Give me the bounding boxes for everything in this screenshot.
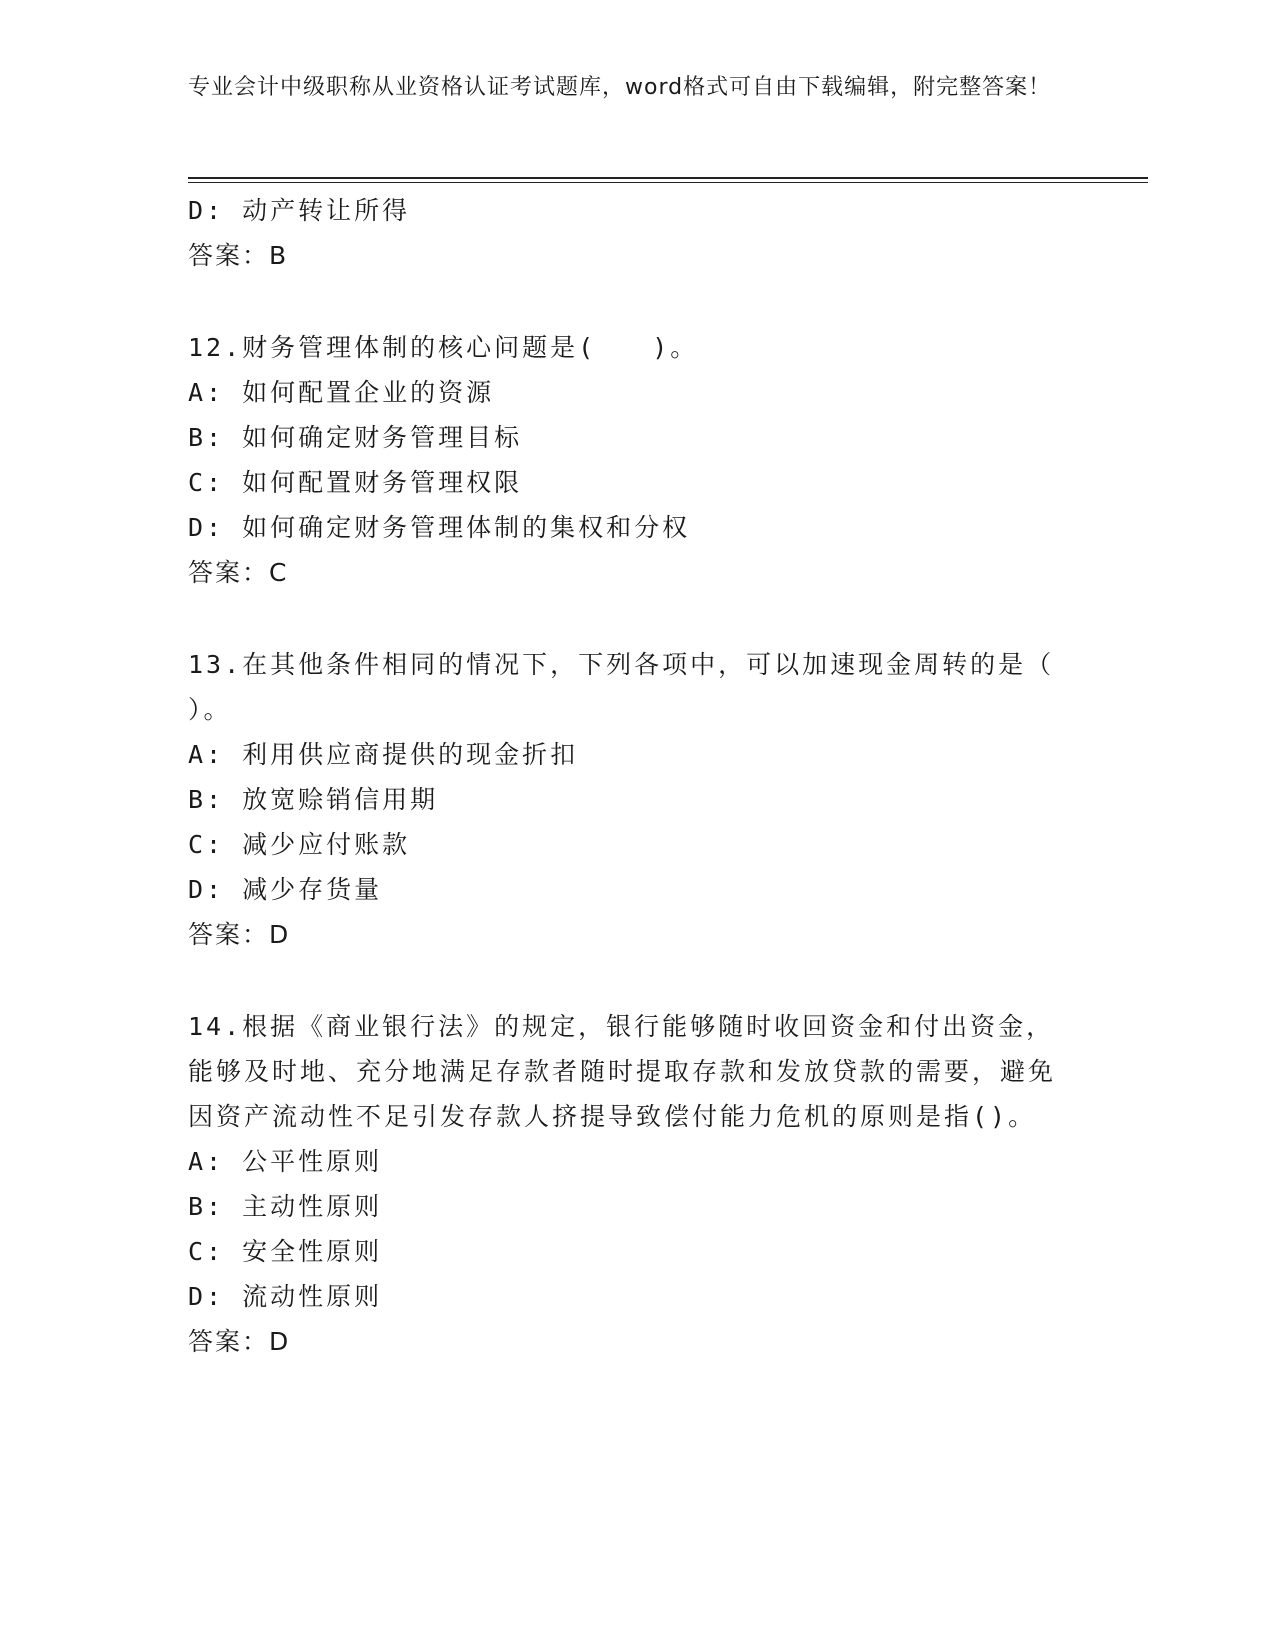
option-b: B: 主动性原则 (188, 1192, 383, 1221)
prev-answer: 答案：B (188, 241, 289, 270)
page-header: 专业会计中级职称从业资格认证考试题库，word格式可自由下载编辑，附完整答案！ (188, 75, 1052, 100)
question-text: 13.在其他条件相同的情况下，下列各项中，可以加速现金周转的是（ ）。 (188, 650, 1111, 724)
option-c: C: 安全性原则 (188, 1237, 383, 1266)
option-a: A: 公平性原则 (188, 1147, 383, 1176)
option-a: A: 利用供应商提供的现金折扣 (188, 740, 579, 769)
option-b: B: 放宽赊销信用期 (188, 785, 439, 814)
option-d: D: 如何确定财务管理体制的集权和分权 (188, 513, 691, 542)
question-12 (188, 325, 1068, 595)
prev-option-d: D: 动产转让所得 (188, 196, 411, 225)
option-b: B: 如何确定财务管理目标 (188, 423, 523, 452)
option-c: C: 如何配置财务管理权限 (188, 468, 523, 497)
question-13 (188, 642, 1111, 957)
question-text: 12.财务管理体制的核心问题是( )。 (188, 333, 699, 362)
answer: 答案：D (188, 1327, 291, 1356)
option-c: C: 减少应付账款 (188, 830, 411, 859)
question-14 (188, 1004, 1068, 1364)
question-content (188, 188, 1111, 1364)
answer: 答案：C (188, 558, 289, 587)
option-a: A: 如何配置企业的资源 (188, 378, 495, 407)
option-d: D: 流动性原则 (188, 1282, 383, 1311)
header-divider-thick (188, 177, 1148, 179)
header-divider-thin (188, 182, 1148, 183)
option-d: D: 减少存货量 (188, 875, 383, 904)
answer: 答案：D (188, 920, 291, 949)
question-text: 14.根据《商业银行法》的规定，银行能够随时收回资金和付出资金，能够及时地、充分地满足存款者随时提取存款和发放贷款的需要，避免因资产流动性不足引发存款人挤提导致偿付能力危机的原则是指()。 (188, 1012, 1057, 1131)
